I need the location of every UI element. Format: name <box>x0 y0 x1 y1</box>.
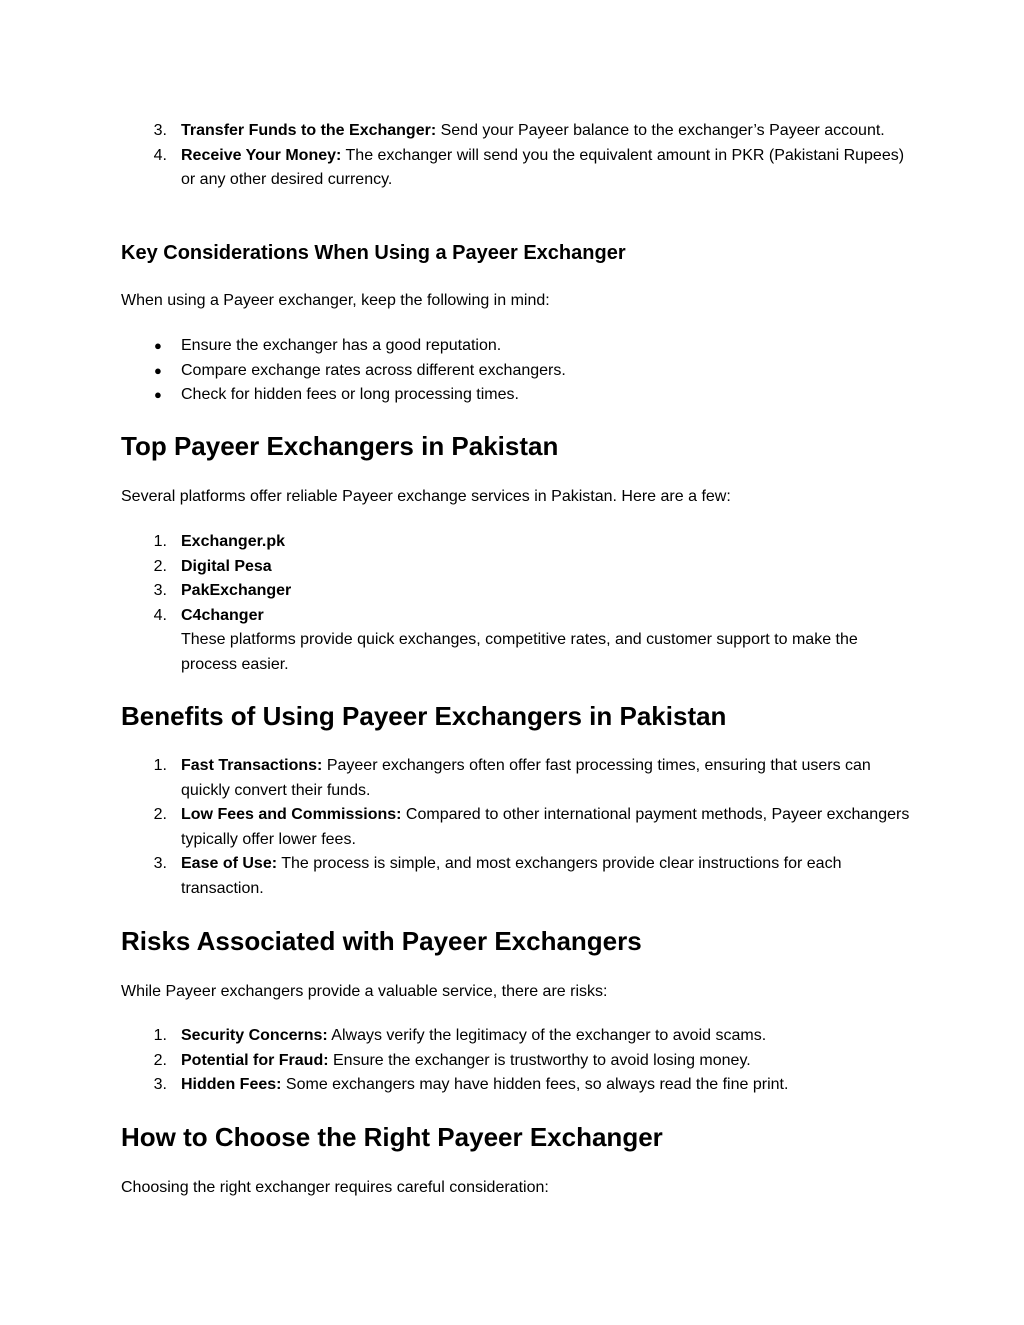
risk-title: Hidden Fees: <box>181 1076 282 1093</box>
step-title: Transfer Funds to the Exchanger: <box>181 122 437 139</box>
list-number: 4. <box>153 146 167 164</box>
considerations-list <box>121 334 911 408</box>
bullet-item <box>121 359 911 384</box>
list-number: 1. <box>153 1027 167 1044</box>
benefit-title: Low Fees and Commissions: <box>181 806 402 823</box>
list-item <box>121 119 911 144</box>
bullet-icon: ● <box>154 387 162 402</box>
risks-heading: Risks Associated with Payeer Exchangers <box>121 926 642 956</box>
risks-list <box>121 1024 911 1098</box>
benefit-text: Payeer exchangers often offer fast processing times, ensuring that users can quickly convert their funds. <box>181 757 871 799</box>
list-number: 2. <box>153 806 167 823</box>
benefits-heading: Benefits of Using Payeer Exchangers in Pakistan <box>121 701 727 731</box>
list-item <box>121 1024 911 1049</box>
benefit-text: The process is simple, and most exchangers provide clear instructions for each transaction. <box>181 855 842 897</box>
risk-title: Potential for Fraud: <box>181 1051 329 1069</box>
exchanger-name: PakExchanger <box>181 582 292 599</box>
step-title: Receive Your Money: <box>181 146 342 164</box>
key-considerations-heading: Key Considerations When Using a Payeer Exchanger <box>121 242 626 264</box>
key-considerations-intro: When using a Payeer exchanger, keep the following in mind: <box>121 292 550 309</box>
list-item <box>121 555 911 580</box>
bullet-text: Ensure the exchanger has a good reputation. <box>181 337 502 354</box>
choose-heading: How to Choose the Right Payeer Exchanger <box>121 1122 663 1152</box>
list-number: 3. <box>153 122 167 139</box>
list-number: 2. <box>153 557 167 575</box>
list-item <box>121 1049 911 1074</box>
bullet-icon: ● <box>154 338 162 353</box>
benefit-title: Fast Transactions: <box>181 757 323 774</box>
list-number: 1. <box>153 533 167 550</box>
bullet-item <box>121 334 911 359</box>
list-number: 2. <box>153 1051 167 1069</box>
steps-list <box>121 119 911 193</box>
list-item <box>121 754 911 803</box>
step-text: Send your Payeer balance to the exchanger’s Payeer account. <box>436 122 885 139</box>
list-item <box>121 579 911 604</box>
step-text: The exchanger will send you the equivalent amount in PKR (Pakistani Rupees) or any other desired currency. <box>181 146 905 188</box>
list-item <box>121 852 911 901</box>
benefit-text: Compared to other international payment methods, Payeer exchangers typically offer lower fees. <box>181 806 910 848</box>
benefit-title: Ease of Use: <box>181 855 278 872</box>
list-item <box>121 144 911 193</box>
list-item <box>121 530 911 555</box>
exchanger-name: Exchanger.pk <box>181 533 286 550</box>
list-number: 1. <box>153 757 167 774</box>
bullet-text: Check for hidden fees or long processing times. <box>181 386 519 403</box>
risk-text: Always verify the legitimacy of the exchanger to avoid scams. <box>327 1027 767 1044</box>
top-exchangers-intro: Several platforms offer reliable Payeer exchange services in Pakistan. Here are a few: <box>121 488 731 505</box>
risk-title: Security Concerns: <box>181 1027 328 1044</box>
risks-intro: While Payeer exchangers provide a valuable service, there are risks: <box>121 983 608 1000</box>
list-item <box>121 803 911 852</box>
list-item <box>121 1073 911 1098</box>
bullet-icon: ● <box>154 362 162 378</box>
list-number: 3. <box>153 1076 167 1093</box>
list-item <box>121 604 911 678</box>
list-number: 3. <box>153 582 167 599</box>
top-exchangers-heading: Top Payeer Exchangers in Pakistan <box>121 431 559 461</box>
exchanger-name: Digital Pesa <box>181 557 272 575</box>
choose-intro: Choosing the right exchanger requires careful consideration: <box>121 1179 549 1196</box>
risk-text: Some exchangers may have hidden fees, so always read the fine print. <box>281 1076 789 1093</box>
risk-text: Ensure the exchanger is trustworthy to avoid losing money. <box>328 1051 751 1069</box>
bullet-item <box>121 383 911 408</box>
bullet-text: Compare exchange rates across different exchangers. <box>181 361 566 379</box>
exchanger-name: C4changer <box>181 606 264 624</box>
benefits-list <box>121 754 911 901</box>
list-number: 4. <box>153 606 167 624</box>
list-number: 3. <box>153 855 167 872</box>
exchangers-note: These platforms provide quick exchanges, competitive rates, and customer support to make the process easier. <box>181 631 858 673</box>
exchangers-list <box>121 530 911 677</box>
